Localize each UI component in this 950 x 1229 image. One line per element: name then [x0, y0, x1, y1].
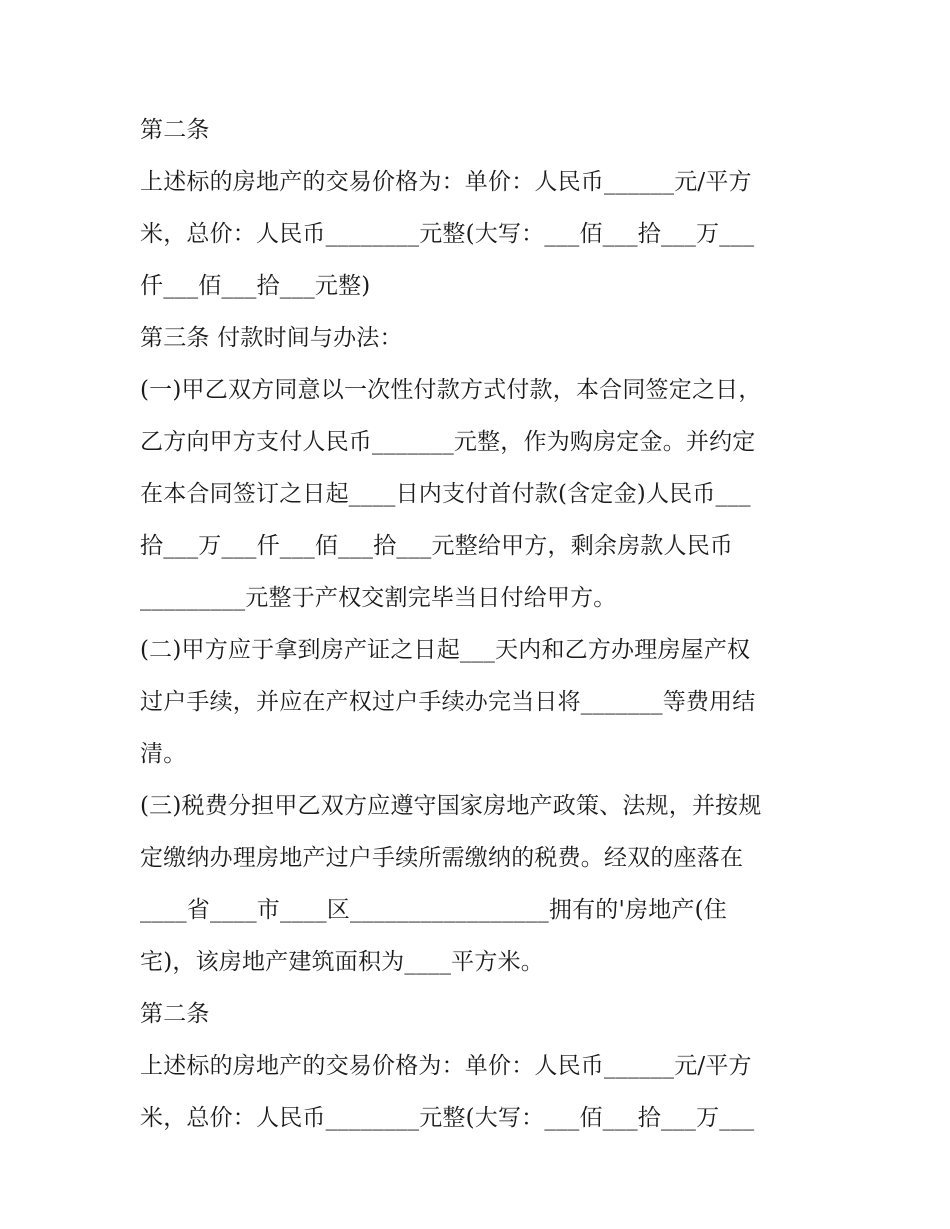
document-body	[140, 104, 820, 1144]
article-heading: 第二条	[140, 117, 210, 143]
text-line: 乙方向甲方支付人民币_______元整，作为购房定金。并约定	[140, 429, 756, 455]
article-heading: 第三条 付款时间与办法：	[140, 325, 403, 351]
text-line: 在本合同签订之日起____日内支付首付款(含定金)人民币___	[140, 481, 751, 507]
text-line: 米，总价：人民币________元整(大写：___佰___拾___万___	[140, 221, 755, 247]
text-line: 定缴纳办理房地产过户手续所需缴纳的税费。经双的座落在	[140, 845, 744, 871]
text-line: 拾___万___仟___佰___拾___元整给甲方，剩余房款人民币	[140, 533, 734, 559]
article-heading: 第二条	[140, 1001, 210, 1027]
text-line: (三)税费分担甲乙双方应遵守国家房地产政策、法规，并按规	[140, 793, 762, 819]
text-line: 清。	[140, 741, 187, 767]
text-line: (一)甲乙双方同意以一次性付款方式付款，本合同签定之日，	[140, 377, 762, 403]
text-line: (二)甲方应于拿到房产证之日起___天内和乙方办理房屋产权	[140, 637, 751, 663]
text-line: _________元整于产权交割完毕当日付给甲方。	[140, 585, 617, 611]
text-line: 过户手续，并应在产权过户手续办完当日将_______等费用结	[140, 689, 756, 715]
text-line: 宅)，该房地产建筑面积为____平方米。	[140, 949, 544, 975]
text-line: 仟___佰___拾___元整)	[140, 273, 371, 299]
text-line: ____省____市____区_________________拥有的'房地产(住	[140, 897, 727, 923]
text-line: 上述标的房地产的交易价格为：单价：人民币______元/平方	[140, 169, 752, 195]
text-line: 米，总价：人民币________元整(大写：___佰___拾___万___	[140, 1105, 755, 1131]
text-line: 上述标的房地产的交易价格为：单价：人民币______元/平方	[140, 1053, 752, 1079]
